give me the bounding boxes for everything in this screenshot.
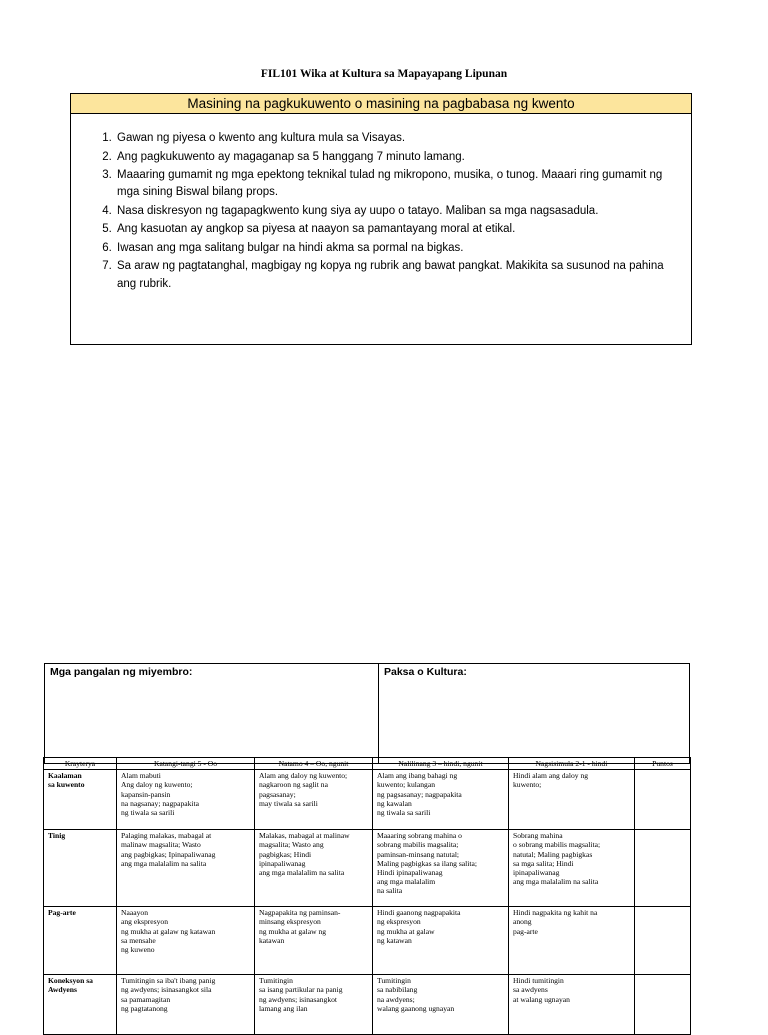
instruction-item: 6. Iwasan ang mga salitang bulgar na hindi akma sa pormal na bigkas. <box>115 240 671 257</box>
rubric-cell: Naaayon ang ekspresyon ng mukha at galaw ng katawan sa mensahe ng kuweno <box>117 907 255 975</box>
rubric-row <box>44 907 691 975</box>
rubric-cell: Palaging malakas, mabagal at malinaw magsalita; Wasto ang pagbigkas; Ipinapaliwanag ang mga malalalim na salita <box>117 830 255 907</box>
rubric-cell: Alam ang ibang bahagi ng kuwento; kulangan ng pagsasanay; nagpapakita ng kawalan ng tiwala sa sarili <box>373 770 509 830</box>
rubric-row <box>44 770 691 830</box>
rubric-header-level-2-1: Nagsisimula 2-1 - hindi <box>509 758 635 770</box>
rubric-cell: Alam mabuti Ang daloy ng kuwento; kapansin-pansin na nagsanay; nagpapakita ng tiwala sa sarili <box>117 770 255 830</box>
rubric-cell: Nagpapakita ng paminsan- minsang ekspresyon ng mukha at galaw ng katawan <box>255 907 373 975</box>
rubric-row <box>44 975 691 1035</box>
rubric-points-cell[interactable] <box>635 975 691 1035</box>
rubric-criterion: Koneksyon sa Awdyens <box>44 975 117 1035</box>
instructions-box <box>70 93 692 345</box>
rubric-cell: Alam ang daloy ng kuwento; nagkaroon ng saglit na pagsasanay; may tiwala sa sarili <box>255 770 373 830</box>
rubric-cell: Malakas, mabagal at malinaw magsalita; Wasto ang pagbigkas; Hindi ipinapaliwanag ang mga malalalim na salita <box>255 830 373 907</box>
instruction-item: 7. Sa araw ng pagtatanghal, magbigay ng kopya ng rubrik ang bawat pangkat. Makikita sa susunod na pahina ang rubrik. <box>115 258 671 293</box>
rubric-criterion: Pag-arte <box>44 907 117 975</box>
instruction-item: 1. Gawan ng piyesa o kwento ang kultura mula sa Visayas. <box>115 130 671 147</box>
rubric-cell: Tumitingin sa isang partikular na panig ng awdyens; isinasangkot lamang ang ilan <box>255 975 373 1035</box>
rubric-cell: Hindi tumitingin sa awdyens at walang ugnayan <box>509 975 635 1035</box>
instruction-item: 2. Ang pagkukuwento ay magaganap sa 5 hanggang 7 minuto lamang. <box>115 149 671 166</box>
instructions-list <box>90 130 671 293</box>
members-label: Mga pangalan ng miyembro: <box>50 666 193 678</box>
topic-label: Paksa o Kultura: <box>384 666 467 678</box>
rubric-cell: Hindi nagpakita ng kahit na anong pag-arte <box>509 907 635 975</box>
rubric-header-criteria: Krayterya <box>44 758 117 770</box>
instruction-item: 5. Ang kasuotan ay angkop sa piyesa at naayon sa pamantayang moral at etikal. <box>115 221 671 238</box>
rubric-cell: Hindi gaanong nagpapakita ng ekspresyon ng mukha at galaw ng katawan <box>373 907 509 975</box>
rubric-criterion: Tinig <box>44 830 117 907</box>
members-field[interactable] <box>45 664 379 763</box>
instruction-item: 3. Maaaring gumamit ng mga epektong teknikal tulad ng mikropono, musika, o tunog. Maaari ring gumamit ng mga sining Biswal bilang props. <box>115 167 671 202</box>
instruction-item: 4. Nasa diskresyon ng tagapagkwento kung siya ay uupo o tatayo. Maliban sa mga nagsasadula. <box>115 203 671 220</box>
rubric-criterion: Kaalaman sa kuwento <box>44 770 117 830</box>
rubric-cell: Tumitingin sa nabibilang na awdyens; walang gaanong ugnayan <box>373 975 509 1035</box>
rubric-cell: Tumitingin sa iba't ibang panig ng awdyens; isinasangkot sila sa pamamagitan ng pagtatanong <box>117 975 255 1035</box>
instructions-heading: Masining na pagkukuwento o masining na pagbabasa ng kwento <box>71 94 691 114</box>
group-info-form <box>44 663 690 764</box>
rubric-header-row <box>44 758 691 770</box>
rubric-header-level-5: Katangi-tangi 5 - Oo <box>117 758 255 770</box>
rubric-header-points: Puntos <box>635 758 691 770</box>
rubric-points-cell[interactable] <box>635 830 691 907</box>
topic-field[interactable] <box>379 664 689 763</box>
rubric-table <box>43 757 691 1035</box>
rubric-points-cell[interactable] <box>635 907 691 975</box>
rubric-points-cell[interactable] <box>635 770 691 830</box>
rubric-cell: Maaaring sobrang mahina o sobrang mabilis magsalita; paminsan-minsang natutal; Maling pagbigkas sa ilang salita; Hindi ipinapaliwanag ang mga malalalim na salita <box>373 830 509 907</box>
rubric-header-level-3: Nalilinang 3 – hindi, ngunit <box>373 758 509 770</box>
document-title: FIL101 Wika at Kultura sa Mapayapang Lipunan <box>260 68 508 80</box>
rubric-header-level-4: Natamo 4 – Oo, ngunit <box>255 758 373 770</box>
rubric-cell: Sobrang mahina o sobrang mabilis magsalita; natutal; Maling pagbigkas sa mga salita; Hindi ipinapaliwanag ang mga malalalim na salita <box>509 830 635 907</box>
rubric-cell: Hindi alam ang daloy ng kuwento; <box>509 770 635 830</box>
rubric-row <box>44 830 691 907</box>
